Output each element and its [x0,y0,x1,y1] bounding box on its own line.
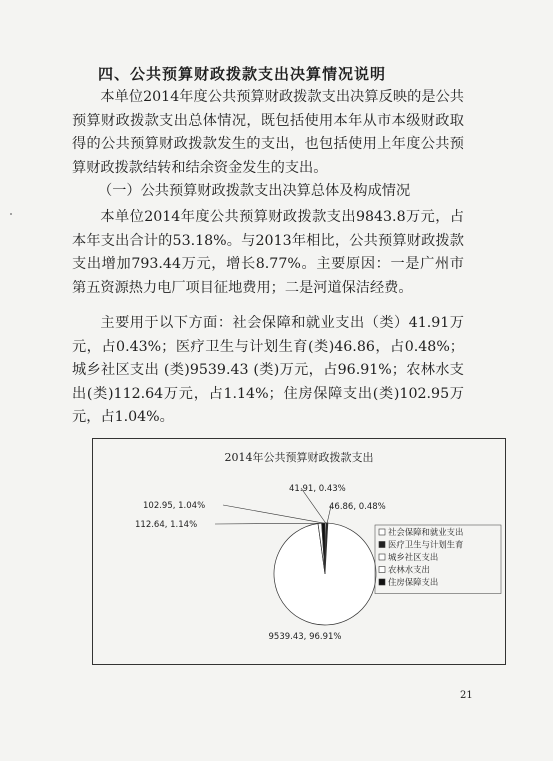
leader-line [223,505,323,523]
scan-speck [10,213,12,215]
page-number: 21 [460,690,473,701]
legend-swatch [379,554,385,560]
paragraph-totals: 本单位2014年度公共预算财政拨款支出9843.8万元，占本年支出合计的53.18%。与2013年相比，公共预算财政拨款支出增加793.44万元，增长8.77%。主要原因：一是广州市第五资源热力电厂项目征地费用；二是河道保洁经费。 [72,209,464,296]
data-label: 9539.43, 96.91% [268,632,342,642]
pie-chart-frame [92,438,506,665]
legend-label: 医疗卫生与计划生育 [388,539,464,550]
legend-swatch [379,529,385,535]
legend-label: 社会保障和就业支出 [388,527,464,537]
paragraph-overview: 本单位2014年度公共预算财政拨款支出决算反映的是公共预算财政拨款支出总体情况，既包括使用本年从市本级财政取得的公共预算财政拨款发生的支出，也包括使用上年度公共预算财政拨款结转和结余资金发生的支出。 [72,89,464,176]
section-heading: 四、公共预算财政拨款支出决算情况说明 [98,65,387,83]
data-label: 46.86, 0.48% [329,502,386,512]
pie-chart [93,439,505,664]
legend-label: 住房保障支出 [388,577,439,587]
legend-swatch [379,579,385,585]
chart-title: 2014年公共预算财政拨款支出 [224,451,374,464]
subsection-heading: （一）公共预算财政拨款支出决算总体及构成情况 [98,183,411,199]
legend-label: 农林水支出 [388,564,430,575]
paragraph-breakdown: 主要用于以下方面：社会保障和就业支出（类）41.91万元，占0.43%；医疗卫生与计划生育(类)46.86，占0.48%；城乡社区支出 (类)9539.43 (类)万元，占96.91%；农林水支出(类)112.64万元，占1.14%；住房保障支出(类)102.95万元，占1.04%。 [72,315,464,425]
legend-swatch [379,542,385,548]
legend-swatch [379,567,385,573]
data-label: 102.95, 1.04% [143,501,206,511]
leader-line [215,523,320,524]
legend-label: 城乡社区支出 [388,552,439,562]
data-label: 112.64, 1.14% [135,520,198,530]
data-label: 41.91, 0.43% [289,484,346,494]
